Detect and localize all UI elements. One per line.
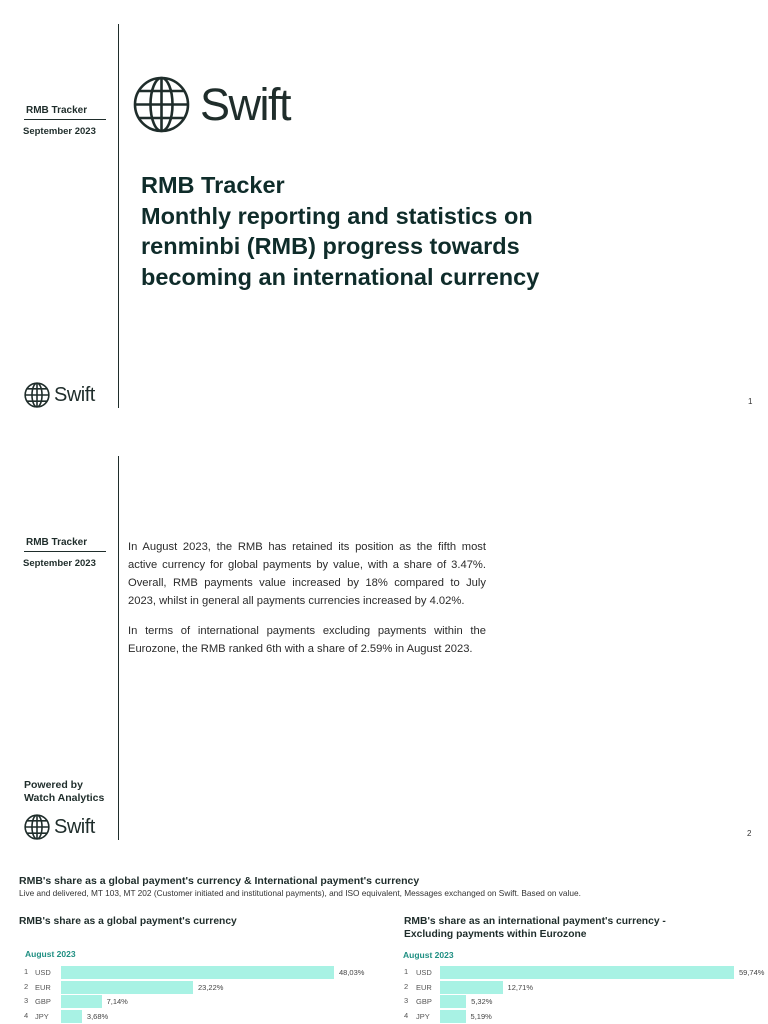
bar-mark — [440, 995, 466, 1008]
sidebar-title: RMB Tracker — [26, 537, 88, 548]
globe-icon — [24, 382, 50, 408]
brand-wordmark: Swift — [200, 78, 291, 130]
charts-subheading: Live and delivered, MT 103, MT 202 (Customer initiated and institutional payments), and ISO equivalent, Messages exchanged on Swift. Based on value. — [19, 888, 581, 898]
bar-category-label: GBP — [416, 997, 432, 1006]
swift-logo-footer — [24, 814, 95, 840]
summary-text — [128, 538, 486, 670]
page1-divider — [118, 24, 119, 408]
bar-rank: 2 — [24, 981, 29, 991]
bar-value-label: 23,22% — [197, 982, 224, 992]
sidebar-date: September 2023 — [23, 126, 96, 137]
bar-value-label: 5,32% — [471, 997, 493, 1006]
powered-by — [24, 779, 104, 805]
bar-rank: 4 — [404, 1010, 409, 1020]
summary-paragraph: In August 2023, the RMB has retained its position as the fifth most active currency for global payments by value, with a share of 3.47%. Overall, RMB payments value increased by 18% compared to July 2023, whilst in general all payments currencies increased by 4.02%. — [128, 541, 486, 607]
chart-title-global: RMB's share as a global payment's currency — [19, 916, 237, 927]
swift-logo-footer — [24, 382, 95, 408]
bar-category-label: USD — [416, 968, 432, 977]
bar-row — [0, 995, 768, 1008]
chart-period-global: August 2023 — [25, 949, 76, 959]
report-title — [141, 170, 661, 292]
page-number: 1 — [748, 397, 753, 406]
globe-icon — [133, 76, 190, 133]
sidebar-title: RMB Tracker — [26, 105, 88, 116]
powered-by-line: Watch Analytics — [24, 792, 105, 804]
bar-rank: 3 — [404, 996, 409, 1005]
sidebar-rule — [24, 551, 106, 552]
bar-value-label: 12,71% — [507, 982, 533, 992]
bar-category-label: JPY — [35, 1011, 49, 1021]
bar-value-label: 7,14% — [106, 997, 128, 1006]
bar-rank: 4 — [24, 1010, 29, 1020]
bar-row — [0, 966, 768, 979]
charts-heading: RMB's share as a global payment's currency & International payment's currency — [19, 875, 420, 887]
brand-wordmark: Swift — [54, 815, 95, 838]
bar-category-label: GBP — [35, 997, 51, 1006]
title-line: Monthly reporting and statistics on — [141, 202, 533, 229]
title-line: renminbi (RMB) progress towards — [141, 233, 520, 259]
bar-value-label: 5,19% — [470, 1011, 492, 1021]
bar-category-label: JPY — [416, 1011, 430, 1021]
bar-value-label: 3,68% — [86, 1011, 109, 1021]
bar-rank: 2 — [404, 981, 409, 991]
brand-wordmark: Swift — [54, 383, 95, 406]
chart-title-line: Excluding payments within Eurozone — [404, 929, 587, 940]
chart-title-line: RMB's share as an international payment's currency - — [404, 916, 666, 927]
bar-rank: 1 — [404, 967, 409, 976]
bar-rank: 1 — [24, 967, 29, 976]
globe-icon — [24, 814, 50, 840]
bar-rank: 3 — [24, 996, 29, 1005]
chart-title-international — [404, 915, 666, 941]
chart-period-international: August 2023 — [403, 950, 454, 960]
bar-mark — [440, 1010, 466, 1023]
bar-category-label: USD — [35, 968, 51, 977]
bar-mark — [440, 981, 503, 994]
powered-by-line: Powered by — [24, 779, 83, 791]
bar-mark — [440, 966, 734, 979]
title-line: RMB Tracker — [141, 172, 285, 198]
page2-divider — [118, 456, 119, 840]
bar-value-label: 48,03% — [339, 968, 365, 977]
bar-row — [0, 1010, 768, 1023]
summary-paragraph: In terms of international payments excluding payments within the Eurozone, the RMB ranked 6th with a share of 2.59% in August 2023. — [128, 625, 486, 655]
bar-category-label: EUR — [35, 982, 51, 992]
page-number: 2 — [747, 829, 752, 838]
title-line: becoming an international currency — [141, 263, 540, 290]
bar-value-label: 59,74% — [739, 968, 765, 977]
sidebar-rule — [24, 119, 106, 120]
swift-logo-large — [133, 76, 290, 133]
sidebar-date: September 2023 — [23, 558, 96, 569]
bar-category-label: EUR — [416, 982, 432, 992]
bar-row — [0, 981, 768, 994]
